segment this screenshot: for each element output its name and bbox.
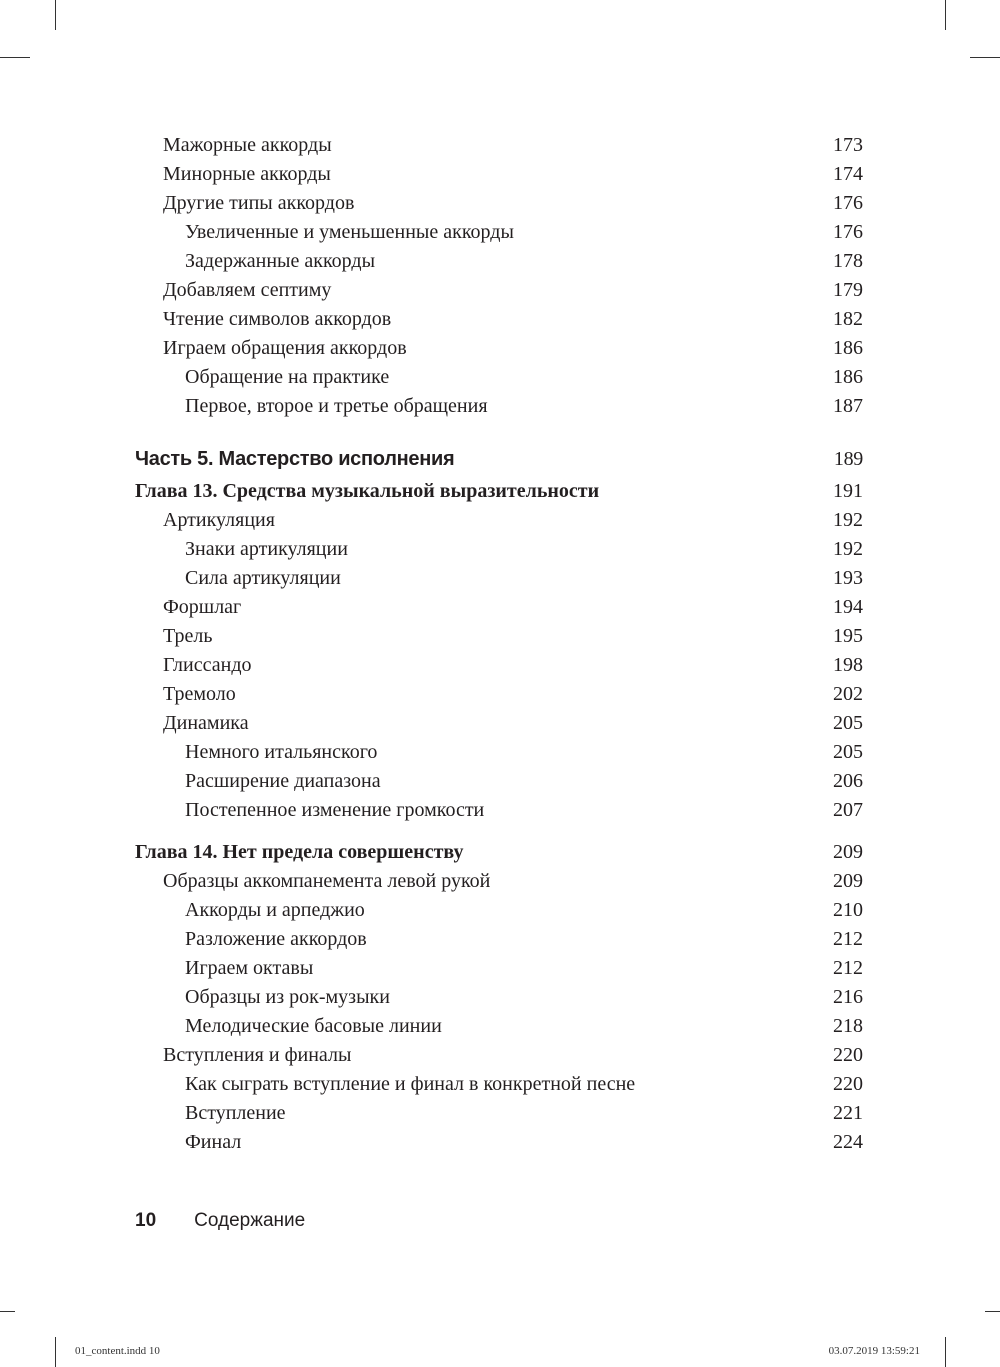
entry-page: 191 [833, 480, 863, 502]
toc-entry [135, 593, 863, 622]
entry-title: Аккорды и арпеджио [185, 899, 365, 921]
toc-entry [135, 305, 863, 334]
slug-file: 01_content.indd 10 [75, 1345, 160, 1357]
entry-title: Образцы из рок-музыки [185, 986, 390, 1008]
entry-title: Форшлаг [163, 596, 242, 618]
entry-title: Трель [163, 625, 213, 647]
entry-page: 178 [833, 250, 863, 272]
page-footer [135, 1210, 305, 1232]
toc-entry [135, 392, 863, 421]
running-title: Содержание [194, 1210, 306, 1231]
toc-entry [135, 767, 863, 796]
entry-title: Играем обращения аккордов [163, 337, 407, 359]
entry-page: 176 [833, 221, 863, 243]
toc-entry [135, 189, 863, 218]
entry-title: Тремоло [163, 683, 236, 705]
toc-entry [135, 709, 863, 738]
entry-page: 189 [833, 448, 863, 470]
entry-title: Постепенное изменение громкости [185, 799, 485, 821]
crop-mark [945, 1337, 946, 1367]
toc-entry [135, 896, 863, 925]
toc-entry [135, 131, 863, 160]
entry-page: 192 [833, 509, 863, 531]
entry-title: Глава 14. Нет предела совершенству [135, 841, 464, 863]
crop-mark [985, 1311, 1000, 1312]
toc-part-entry [135, 445, 863, 474]
entry-page: 195 [833, 625, 863, 647]
entry-title: Сила артикуляции [185, 567, 341, 589]
toc-entry [135, 867, 863, 896]
crop-mark [945, 0, 946, 30]
entry-page: 194 [833, 596, 863, 618]
entry-page: 186 [833, 366, 863, 388]
entry-page: 216 [833, 986, 863, 1008]
toc-entry [135, 983, 863, 1012]
entry-title: Добавляем септиму [163, 279, 332, 301]
entry-title: Играем октавы [185, 957, 314, 979]
entry-page: 186 [833, 337, 863, 359]
toc-entry [135, 1070, 863, 1099]
entry-title: Задержанные аккорды [185, 250, 376, 272]
toc-entry [135, 363, 863, 392]
entry-title: Глиссандо [163, 654, 252, 676]
page-number: 10 [135, 1210, 157, 1231]
entry-page: 207 [833, 799, 863, 821]
entry-title: Первое, второе и третье обращения [185, 395, 488, 417]
entry-page: 192 [833, 538, 863, 560]
entry-page: 198 [833, 654, 863, 676]
toc-entry [135, 1128, 863, 1157]
entry-page: 209 [833, 870, 863, 892]
toc-chapter-entry [135, 477, 863, 506]
entry-page: 210 [833, 899, 863, 921]
entry-page: 220 [833, 1044, 863, 1066]
entry-page: 221 [833, 1102, 863, 1124]
entry-page: 209 [833, 841, 863, 863]
toc-chapter-entry [135, 838, 863, 867]
entry-page: 179 [833, 279, 863, 301]
entry-title: Вступление [185, 1102, 286, 1124]
slug-datetime: 03.07.2019 13:59:21 [828, 1345, 920, 1357]
toc-entry [135, 738, 863, 767]
toc-entry [135, 1012, 863, 1041]
entry-title: Как сыграть вступление и финал в конкретной песне [185, 1073, 636, 1095]
entry-title: Разложение аккордов [185, 928, 367, 950]
entry-page: 176 [833, 192, 863, 214]
entry-title: Мелодические басовые линии [185, 1015, 442, 1037]
entry-page: 220 [833, 1073, 863, 1095]
toc-entry [135, 1099, 863, 1128]
entry-page: 202 [833, 683, 863, 705]
toc-entry [135, 247, 863, 276]
entry-title: Глава 13. Средства музыкальной выразительности [135, 480, 600, 502]
entry-title: Артикуляция [163, 509, 275, 531]
entry-page: 212 [833, 957, 863, 979]
entry-page: 182 [833, 308, 863, 330]
entry-page: 187 [833, 395, 863, 417]
entry-page: 193 [833, 567, 863, 589]
crop-mark [0, 1311, 15, 1312]
entry-title: Финал [185, 1131, 242, 1153]
toc-entry [135, 622, 863, 651]
toc-entry [135, 506, 863, 535]
entry-page: 174 [833, 163, 863, 185]
entry-title: Вступления и финалы [163, 1044, 352, 1066]
toc-entry [135, 564, 863, 593]
entry-page: 212 [833, 928, 863, 950]
toc-entry [135, 651, 863, 680]
entry-page: 205 [833, 741, 863, 763]
entry-title: Расширение диапазона [185, 770, 381, 792]
entry-title: Увеличенные и уменьшенные аккорды [185, 221, 514, 243]
entry-title: Чтение символов аккордов [163, 308, 392, 330]
toc-entry [135, 1041, 863, 1070]
entry-title: Образцы аккомпанемента левой рукой [163, 870, 491, 892]
toc-entry [135, 535, 863, 564]
toc-entry [135, 925, 863, 954]
entry-title: Динамика [163, 712, 249, 734]
toc-entry [135, 680, 863, 709]
crop-mark [970, 57, 1000, 58]
toc-entry [135, 160, 863, 189]
toc-entry [135, 796, 863, 825]
entry-title: Мажорные аккорды [163, 134, 332, 156]
table-of-contents [135, 131, 863, 1157]
toc-entry [135, 218, 863, 247]
entry-page: 205 [833, 712, 863, 734]
entry-page: 206 [833, 770, 863, 792]
toc-entry [135, 334, 863, 363]
entry-title: Немного итальянского [185, 741, 378, 763]
toc-entry [135, 276, 863, 305]
crop-mark [55, 1337, 56, 1367]
entry-page: 218 [833, 1015, 863, 1037]
entry-page: 173 [833, 134, 863, 156]
entry-title: Часть 5. Мастерство исполнения [135, 448, 455, 470]
entry-title: Знаки артикуляции [185, 538, 348, 560]
crop-mark [55, 0, 56, 30]
toc-entry [135, 954, 863, 983]
crop-mark [0, 57, 30, 58]
entry-title: Минорные аккорды [163, 163, 331, 185]
entry-page: 224 [833, 1131, 863, 1153]
entry-title: Другие типы аккордов [163, 192, 355, 214]
entry-title: Обращение на практике [185, 366, 390, 388]
